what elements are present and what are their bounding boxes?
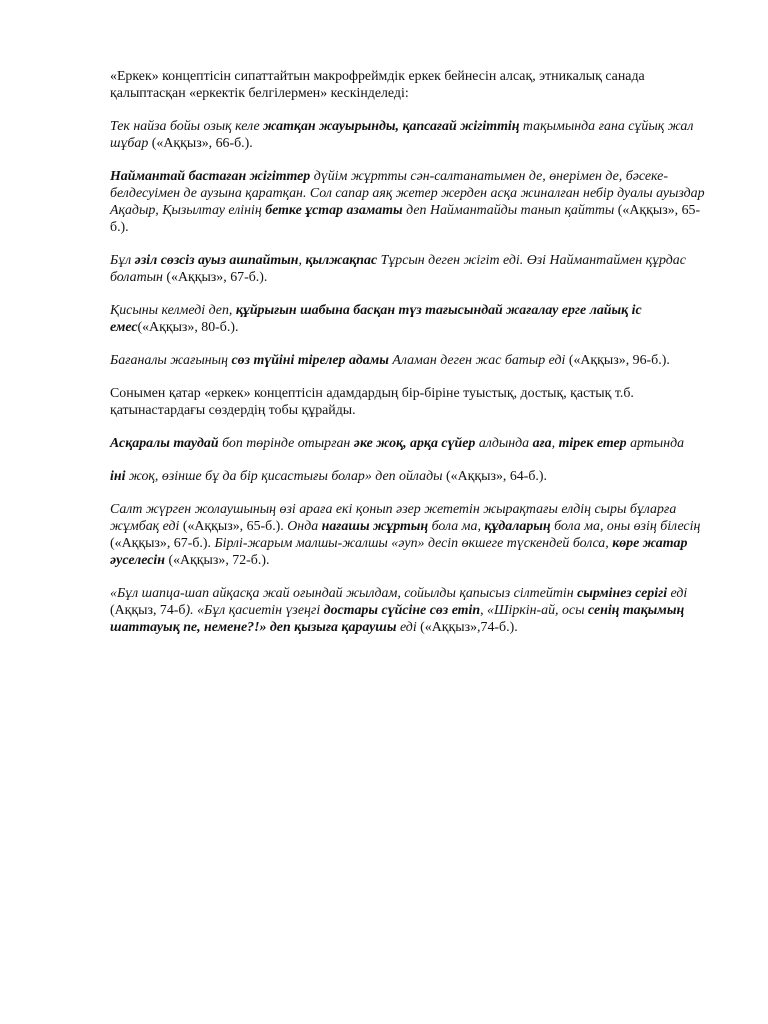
paragraph-kinship-intro bbox=[110, 385, 710, 419]
text-run-emphasis: сырмінез серігі bbox=[577, 586, 668, 601]
text-run-emphasis: құйрығын шабына басқан түз тағысындай жағалау ерге лайық іс емес bbox=[110, 303, 642, 335]
text-run-emphasis: тірек етер bbox=[558, 436, 627, 451]
text-run-emphasis: көре жатар әуселесін bbox=[110, 536, 688, 568]
paragraph-example-6 bbox=[110, 435, 710, 452]
text-run: Тек найза бойы озық келе bbox=[110, 119, 264, 134]
text-run: боп төрінде отырған bbox=[218, 436, 354, 451]
text-run: бола ма, bbox=[428, 519, 485, 534]
text-run: еді bbox=[396, 620, 417, 635]
text-run-emphasis: жатқан жауырынды, қапсағай жігіттің bbox=[263, 119, 520, 134]
text-run: Бағаналы жағының bbox=[110, 353, 232, 368]
text-run-emphasis: құдаларың bbox=[484, 519, 551, 534]
citation: («Аққыз», 66-б.). bbox=[148, 136, 253, 151]
text-run: дүйім жұртты сән-салтанатымен де, өнерімен де, бәсеке- белдесуімен де аузына қаратқан. Сол сапар аяқ жетер жерден асқа жиналған небір дуалы ауыздар Ақадыр, Қызылтау елінің bbox=[110, 169, 705, 218]
text-run: «Еркек» концептісін сипаттайтын макрофреймдік еркек бейнесін алсақ, этникалық санада қалыптасқан «еркектік белгілермен» кескінделеді: bbox=[110, 69, 645, 101]
text-run-emphasis: сөз түйіні тірелер адамы bbox=[231, 353, 389, 368]
text-run: деп Наймантайды танып қайтты bbox=[402, 203, 615, 218]
text-run: Бұл bbox=[110, 253, 135, 268]
paragraph-example-4 bbox=[110, 302, 710, 336]
text-run-emphasis: әзіл сөзсіз ауыз ашпайтын bbox=[134, 253, 299, 268]
text-run: Онда bbox=[287, 519, 322, 534]
text-run: Бірлі-жарым малшы-жалшы «әуп» десіп өкшеге түскендей болса, bbox=[214, 536, 613, 551]
citation: («Аққыз», 65-б.). bbox=[179, 519, 288, 534]
text-run: ). «Бұл қасиетін үзеңгі bbox=[185, 603, 324, 618]
paragraph-example-3 bbox=[110, 252, 710, 286]
citation: («Аққыз», 80-б.). bbox=[137, 320, 239, 335]
text-run-emphasis: бетке ұстар азаматы bbox=[265, 203, 403, 218]
text-run: , bbox=[298, 253, 306, 268]
text-run-emphasis: Асқаралы таудай bbox=[110, 436, 219, 451]
citation: («Аққыз», 64-б.). bbox=[442, 469, 547, 484]
paragraph-example-5 bbox=[110, 352, 710, 369]
text-run-emphasis: іні bbox=[110, 469, 126, 484]
text-run: алдында bbox=[475, 436, 533, 451]
text-run-emphasis: қылжақпас bbox=[305, 253, 378, 268]
text-run-emphasis: достары сүйсіне сөз етіп bbox=[323, 603, 481, 618]
citation: («Аққыз», 67-б.). bbox=[162, 270, 268, 285]
text-run: тақымында ғана сұйық жал шұбар bbox=[110, 119, 694, 151]
text-run: Салт жүрген жолаушының өзі арағa екі қонып әзер жететін жырақтағы елдің сыры бұларға жұмбақ еді bbox=[110, 502, 677, 534]
text-run: Тұрсын деген жігіт еді. Өзі Наймантаймен құрдас болатын bbox=[110, 253, 686, 285]
citation: («Аққыз», 65-б.). bbox=[110, 203, 701, 235]
paragraph-example-9 bbox=[110, 585, 710, 636]
text-run: , «Шіркін-ай, осы bbox=[480, 603, 588, 618]
text-run-emphasis: аға bbox=[532, 436, 552, 451]
text-run: , bbox=[551, 436, 559, 451]
text-run: жоқ, өзінше бұ да бір қисастығы болар» деп ойлады bbox=[125, 469, 443, 484]
text-run: Аламан деген жас батыр еді bbox=[388, 353, 566, 368]
paragraph-example-1 bbox=[110, 118, 710, 152]
text-run-emphasis: Наймантай бастаған жігіттер bbox=[110, 169, 311, 184]
document-page bbox=[110, 68, 710, 652]
paragraph-example-8 bbox=[110, 501, 710, 569]
citation: («Аққыз»,74-б.). bbox=[416, 620, 518, 635]
citation: («Аққыз», 72-б.). bbox=[164, 553, 270, 568]
paragraph-example-2 bbox=[110, 168, 710, 236]
paragraph-example-7 bbox=[110, 468, 710, 485]
text-run-emphasis: сенің тақымың шаттауық пе, немене?!» деп қызыға қараушы bbox=[110, 603, 685, 635]
text-run: «Бұл шапца-шап айқасқа жай оғындай жылдам, сойылды қапысыз сілтейтін bbox=[110, 586, 578, 601]
citation: (Аққыз, 74-б bbox=[110, 603, 186, 618]
text-run: Қисыны келмеді деп, bbox=[110, 303, 236, 318]
paragraph-intro bbox=[110, 68, 710, 102]
text-run: еді bbox=[667, 586, 688, 601]
citation: («Аққыз», 67-б.). bbox=[110, 536, 215, 551]
text-run: артында bbox=[626, 436, 685, 451]
text-run: Сонымен қатар «еркек» концептісін адамдардың бір-біріне туыстық, достық, қастық т.б. қатынастардағы сөздердің тобы құрайды. bbox=[110, 386, 634, 418]
citation: («Аққыз», 96-б.). bbox=[565, 353, 670, 368]
text-run-emphasis: әке жоқ, арқа сүйер bbox=[353, 436, 476, 451]
text-run: бола ма, оны өзің білесің bbox=[550, 519, 701, 534]
text-run-emphasis: нағашы жұртың bbox=[321, 519, 429, 534]
